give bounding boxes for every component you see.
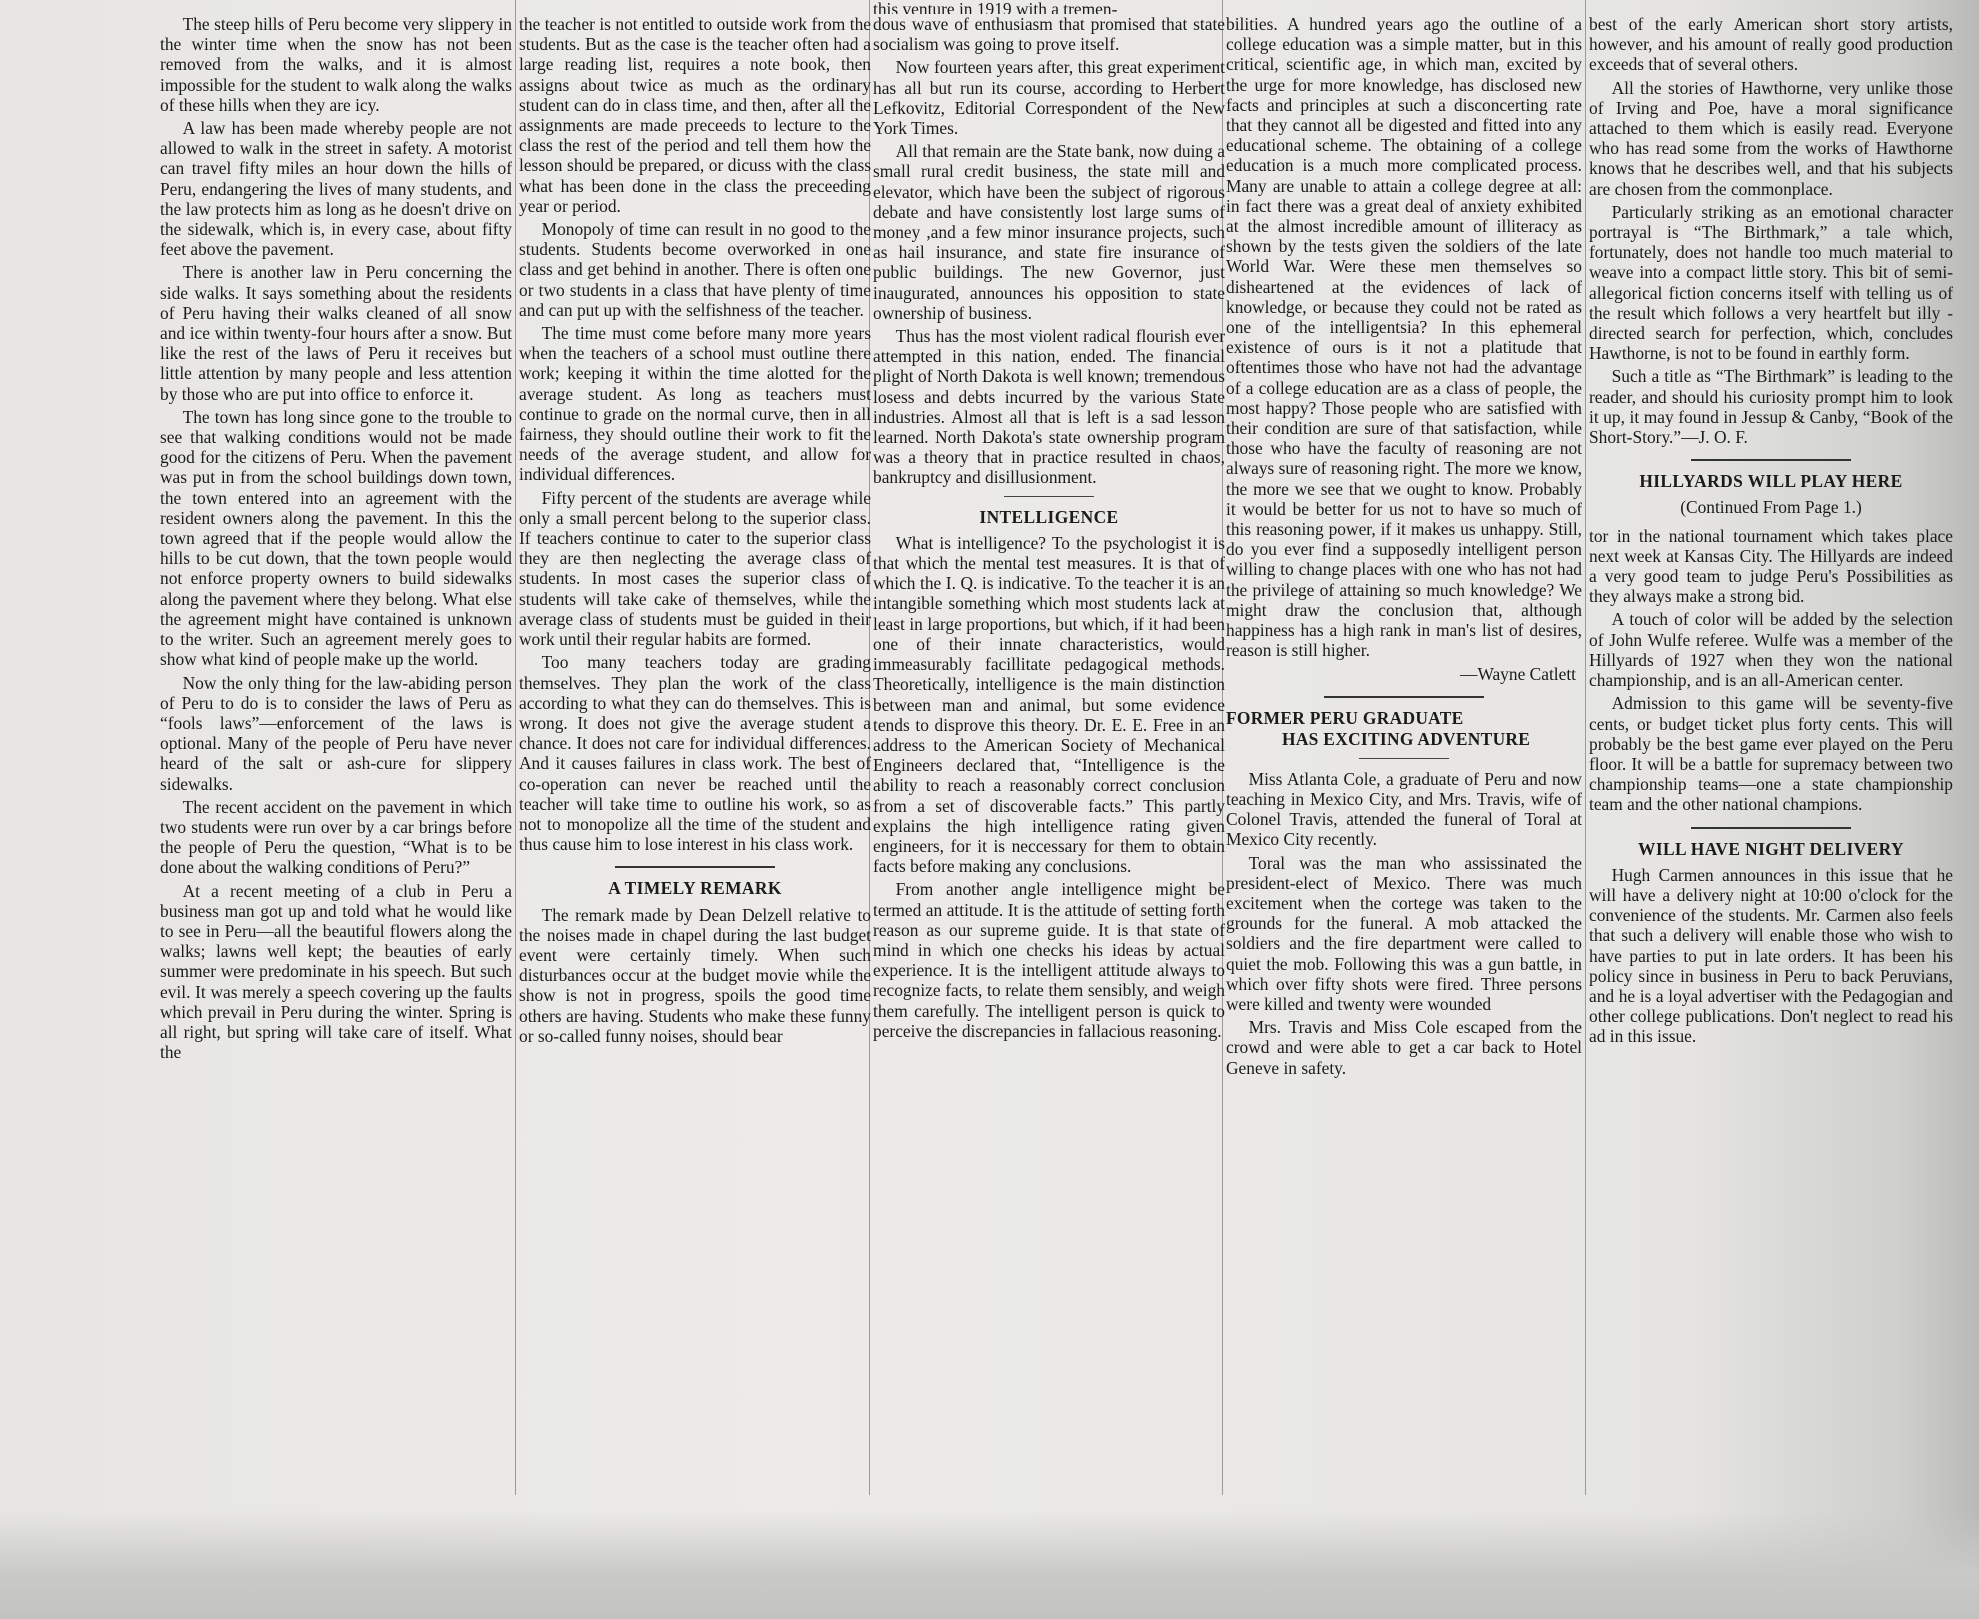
paragraph: The recent accident on the pavement in which two students were run over by a car brings before the people of Peru the question, “What is to be done about the walking conditions of Peru?” (160, 796, 512, 878)
section-divider (1004, 496, 1094, 497)
column-3-north-dakota-intelligence (873, 2, 1225, 1502)
paragraph: bilities. A hundred years ago the outline of a college education was a simple matter, but in this critical, scientific age, in which man, excited by the urge for more knowledge, has disclosed new facts and principles at such a disconcerting rate that they cannot all be digested and fitted into any educational scheme. The obtaining of a college education is a much more complicated process. Many are unable to attain a college degree at all: in fact there was a great deal of anxiety exhibited at the almost incredible amount of illiteracy as shown by the tests given the soldiers of the late World War. Were these men themselves so disheartened at the evidences of lack of knowledge, or because they could not be rated as one of the intelligentsia? In this ephemeral existence of ours is it not a platitude that oftentimes those who have not had the advantage of a college education are as a class of people, the most happy? Those people who are satisfied with their condition are sure of that satisfaction, while those who have the faculty of reasoning are not always sure of reasoning right. The more we know, the more we see that we ought to know. Probably it would be better for us not to have so much of this reasoning power, if it makes us unhappy. Still, do you ever find a supposedly intelligent person willing to change places with one who has not had the privilege of attaining so much knowledge? We might draw the conclusion that, although happiness has a high rank in man's list of desires, reason is still higher. (1226, 14, 1582, 661)
column-1-walking-conditions (160, 14, 512, 1514)
section-divider (1691, 827, 1851, 829)
headline-former-peru-graduate (1226, 708, 1582, 750)
paragraph: The steep hills of Peru become very slippery in the winter time when the snow has not been removed from the walks, and it is almost impossible for the student to walk along the walks of these hills when they are icy. (160, 14, 512, 115)
paragraph: Particularly striking as an emotional character portrayal is “The Birthmark,” a tale which, fortunately, does not handle too much material to weave into a compact little story. This bit of semi-allegorical fiction concerns itself with telling us of the result which follows a very heartfelt but illy - directed search for perfection, which, concludes Hawthorne, is not to be found in earthly form. (1589, 201, 1953, 364)
paragraph: Hugh Carmen announces in this issue that he will have a delivery night at 10:00 o'clock for the convenience of the students. Mr. Carmen also feels that such a delivery will enable those who wish to have parties to put in late orders. It has been his policy since in business in Peru to back Peruvians, and he is a loyal advertiser with the Pedagogian and other college publications. Don't neglect to read his ad in this issue. (1589, 864, 1953, 1047)
paragraph: the teacher is not entitled to outside work from the students. But as the case is the teacher often had a large reading list, requires a note book, then assigns about twice as much as the ordinary student can do in class time, and then, after all the assignments are made preceeds to lecture to the class the rest of the period and tell them how the lesson should be prepared, or dicuss with the class what has been done in the class the preceeding year or period. (519, 14, 871, 216)
paragraph: tor in the national tournament which takes place next week at Kansas City. The Hillyards are indeed a very good team to judge Peru's Possibilities as they always make a strong bid. (1589, 525, 1953, 607)
section-divider (615, 866, 775, 868)
headline-timely-remark: A TIMELY REMARK (608, 878, 782, 899)
paragraph: Now fourteen years after, this great experiment has all but run its course, according to Herbert Lefkovitz, Editorial Correspondent of the New York Times. (873, 57, 1225, 139)
paragraph: best of the early American short story artists, however, and his amount of really good production exceeds that of several others. (1589, 14, 1953, 75)
headline-subtitle: (Continued From Page 1.) (1680, 497, 1862, 518)
headline-line: HAS EXCITING ADVENTURE (1282, 728, 1531, 749)
paragraph: The time must come before many more years when the teachers of a school must outline there work; keeping it within the time alotted for the average student. As long as teachers must continue to grade on the normal curve, then in all fairness, they should outline their work to fit the needs of the average student, and allow for individual differences. (519, 323, 871, 485)
paragraph: Admission to this game will be seventy-five cents, or budget ticket plus forty cents. This will probably be the best game ever played on the Peru floor. It will be a battle for supremacy between two championship teams—one a state championship team and the other national champions. (1589, 693, 1953, 815)
paragraph: Too many teachers today are grading themselves. They plan the work of the class according to what they can do themselves. This is wrong. It does not give the average student a chance. It does not care for individual differences. And it causes failures in class work. The best of co-operation can never be reached until the teacher will take time to outline his work, so as not to monopolize all the time of the student and thus cause him to lose interest in his class work. (519, 652, 871, 855)
paragraph: There is another law in Peru concerning the side walks. It says something about the residents of Peru having their walks cleaned of all snow and ice within twenty-four hours after a snow. But like the rest of the laws of Peru it receives but little attention by many people and less attention by those who are put into office to enforce it. (160, 262, 512, 404)
paragraph: The town has long since gone to the trouble to see that walking conditions would not be made good for the citizens of Peru. When the pavement was put in from the school buildings down town, the town entered into an agreement with the resident owners along the pavement. In this the town agreed that if the people would allow the hills to be cut down, that the town people would not enforce property owners to build sidewalks along the pavement where they belong. What else the agreement might have contained is unknown to the writer. Such an agreement merely goes to show what kind of people make up the world. (160, 406, 512, 670)
headline-hillyards: HILLYARDS WILL PLAY HERE (1639, 471, 1903, 492)
paragraph: The remark made by Dean Delzell relative to the noises made in chapel during the last budget event were certainly timely. When such disturbances occur at the budget movie while the show is not in progress, spoils the good time others are having. Students who make these funny or so-called funny noises, should bear (519, 904, 871, 1046)
paragraph: Fifty percent of the students are average while only a small percent belong to the superior class. If teachers continue to cater to the superior class they are then neglecting the average class of students. In most cases the superior class of students will take cake of themselves, while the average class of students must be guided in their work until their regular habits are formed. (519, 487, 871, 650)
paragraph: Thus has the most violent radical flourish ever attempted in this nation, ended. The financial plight of North Dakota is well known; tremendous losess and debts incurred by the various State industries. Almost all that is left is a sad lesson learned. North Dakota's state ownership program was a theory that in practice resulted in chaos, bankruptcy and disillusionment. (873, 326, 1225, 488)
paragraph: What is intelligence? To the psychologist it is that which the mental test measures. It is that of which the I. Q. is indicative. To the teacher it is an intangible something which most students lack at least in large proportions, but which, if it had been one of their innate characteristics, would immeasurably facillitate pedagogical methods. Theoretically, intelligence is the main distinction between man and animal, but some evidence tends to disprove this theory. Dr. E. E. Free in an address to the American Society of Mechanical Engineers declared that, “Intelligence is the ability to reach a reasonably correct conclusion from a set of discoverable facts.” This partly explains the high intelligence rating given engineers, for it is neccessary for them to obtain facts before making any conclusions. (873, 532, 1225, 877)
paragraph: Miss Atlanta Cole, a graduate of Peru and now teaching in Mexico City, and Mrs. Travis, wife of Colonel Travis, attended the funeral of Toral at Mexico City recently. (1226, 768, 1582, 850)
paragraph: Mrs. Travis and Miss Cole escaped from the crowd and were able to get a car back to Hotel Geneve in safety. (1226, 1017, 1582, 1078)
column-rule (1585, 0, 1586, 1495)
paragraph: Toral was the man who assissinated the president-elect of Mexico. There was much excitement when the cortege was taken to the grounds for the funeral. A mob attacked the soldiers and the fire department were called to quiet the mob. Following this was a gun battle, in which over fifty shots were fired. Three persons were killed and twenty were wounded (1226, 852, 1582, 1014)
cut-off-line: this venture in 1919 with a tremen- (873, 2, 1118, 14)
headline-night-delivery: WILL HAVE NIGHT DELIVERY (1638, 838, 1904, 859)
paragraph: Now the only thing for the law-abiding person of Peru to do is to consider the laws of Peru as “fools laws”—enforcement of the laws is optional. Many of the people of Peru have never heard of the salt or ash-cure for slippery sidewalks. (160, 672, 512, 794)
column-4-college-education (1226, 14, 1582, 1514)
paragraph: At a recent meeting of a club in Peru a business man got up and told what he would like to see in Peru—all the beautiful flowers along the walks; lawns well kept; the beauties of early summer were predominate in his speech. But such evil. It was merely a speech covering up the faults which prevail in Peru during the winter. Spring is all right, but spring will take care of itself. What the (160, 880, 512, 1063)
headline-line: FORMER PERU GRADUATE (1226, 707, 1464, 728)
column-2-teachers (519, 14, 871, 1514)
section-divider (1359, 758, 1449, 759)
paragraph: All the stories of Hawthorne, very unlike those of Irving and Poe, have a moral significance attached to them which is easily read. Everyone who has read some from the works of Hawthorne knows that he describes well, and that his subjects are chosen from the commonplace. (1589, 77, 1953, 199)
headline-intelligence: INTELLIGENCE (979, 506, 1119, 527)
paragraph: All that remain are the State bank, now duing a small rural credit business, the state mill and elevator, which have been the subject of rigorous debate and have consistently lost large sums of money ,and a few minor insurance projects, such as hail insurance, and state fire insurance of public buildings. The new Governor, just inaugurated, announces his opposition to state ownership of business. (873, 141, 1225, 323)
scan-shadow (0, 1510, 1979, 1619)
column-5-hawthorne-hillyards (1589, 14, 1953, 1514)
paragraph: A law has been made whereby people are not allowed to walk in the street in safety. A motorist can travel fifty miles an hour down the hills of Peru, endangering the lives of many students, and the law protects him as long as he doesn't drive on the sidewalk, which is, in every case, about fifty feet above the pavement. (160, 118, 512, 260)
section-divider (1324, 696, 1484, 698)
section-divider (1691, 459, 1851, 461)
paragraph: dous wave of enthusiasm that promised that state socialism was going to prove itself. (873, 14, 1225, 55)
paragraph: From another angle intelligence might be termed an attitude. It is the attitude of setting forth reason as our supreme guide. It is that state of mind in which one checks his ideas by actual experience. It is the intelligent attitude always to recognize facts, to relate them sensibly, and weigh them carefully. The intelligent person is quick to perceive the discrepancies in fallacious reasoning. (873, 879, 1225, 1041)
byline: —Wayne Catlett (1460, 663, 1576, 684)
paragraph: Such a title as “The Birthmark” is leading to the reader, and should his curiosity prompt him to look it up, it may found in Jessup & Canby, “Book of the Short-Story.”—J. O. F. (1589, 366, 1953, 448)
paragraph: Monopoly of time can result in no good to the students. Students become overworked in one class and get behind in another. There is often one or two students in a class that have plenty of time and can put up with the selfishness of the teacher. (519, 219, 871, 320)
paragraph: A touch of color will be added by the selection of John Wulfe referee. Wulfe was a member of the Hillyards of 1927 when they won the national championship, and is an all-American center. (1589, 609, 1953, 691)
column-rule (515, 0, 516, 1495)
